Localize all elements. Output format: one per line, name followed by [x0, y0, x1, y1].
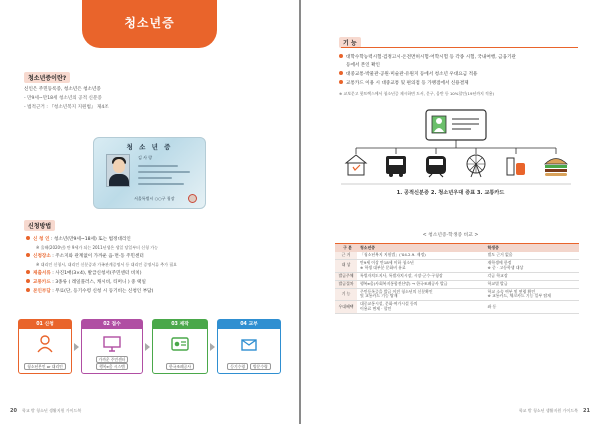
function-item: 대중교통·박물관·공원·미술관·유원지 등에서 청소년 우대요금 적용 [339, 71, 478, 79]
apply-note: ※ 올해(2020년) 만 9세가 되는 2011년생은 생일 당일부터 신청 가능 [36, 245, 158, 250]
card-issuer: 서울특별시 ○○구 청장 [134, 196, 175, 201]
function-item: 교통카드 이용 시 대중교통 및 편의점 등 가맹점에서 신용결제 [339, 80, 469, 88]
id-card-icon [170, 334, 190, 354]
arrow-icon [74, 343, 79, 351]
function-item: 대학수학능력시험·검정고시·온전면허시험·어학시험 등 각종 시험, 국내여행, 금융기관 [339, 54, 516, 62]
table-cell: 대중교통시설, 문화·여가시설 등의 이용료 면제 · 할인 [357, 301, 485, 314]
heading-rule [341, 47, 578, 48]
table-cell: 특별자치도지사, 특별자치시장, 시장·군수·구청장 [357, 272, 485, 280]
government-building-icon [346, 155, 366, 175]
arrow-icon [145, 343, 150, 351]
diagram-caption: 1. 공적신분증 2. 청소년우대 증표 3. 교통카드 [396, 190, 505, 196]
table-row [335, 252, 579, 260]
burger-icon [545, 159, 567, 177]
apply-item: 교통카드 : 3종류 ( 레일플러스, 캐시비, 티머니 ) 중 택일 [26, 279, 146, 287]
apply-item: 신청장소 : 주소지와 관계없이 가까운 읍·면·동 주민센터 [26, 253, 144, 261]
footer-text: 학교 밖 청소년 생활지원 가이드북 [518, 408, 578, 413]
page-title: 청소년증 [82, 0, 217, 48]
step-apply: 01 신청 청소년본인 or 대리인 [18, 319, 72, 374]
card-name: 김 사 랑 [138, 155, 153, 160]
table-row [335, 301, 579, 314]
function-item-cont: 등에서 본인 확인 [346, 63, 380, 68]
table-header-row [335, 244, 579, 252]
column-header: 청소년증 [357, 244, 485, 252]
step-receive: 02 접수 가까운 주민센터행복e음 시스템 [81, 319, 143, 374]
column-header: 학생증 [485, 244, 579, 252]
table-cell: 만9세 이상 만18세 이하 청소년 ※ 학생 대부분 문화비 유료 [357, 260, 485, 273]
table-caption: < 청소년증·학생증 비교 > [422, 233, 479, 238]
apply-item: 제출서류 : 사진1매(3×4), 발급신청서(주민센터 비치) [26, 270, 142, 278]
row-label: 기 능 [335, 288, 357, 301]
row-label: 우대혜택 [335, 301, 357, 314]
id-card-icon [426, 110, 486, 140]
what-line: - 만9세~만18세 청소년의 공적 신분증 [24, 96, 102, 101]
page-number: 21 [583, 408, 590, 414]
footer-text: 학교 밖 청소년 생활지원 가이드북 [22, 408, 82, 413]
table-cell: 행복e음(사회복지통합전산망) → 한국조폐공사 발급 [357, 280, 485, 288]
table-cell: 각급 학교장 [485, 272, 579, 280]
apply-item: 본인부담 : 무료(단, 등기수령 신청 시 등기비는 신청인 부담) [26, 288, 153, 296]
table-cell: 좌 동 [485, 301, 579, 314]
person-icon [35, 334, 55, 354]
table-row [335, 280, 579, 288]
function-note: ※ 교보문고 핫트랙스에서 청소년증 제시하면 도서, 문구, 음반 등 10%할인(19년까지 적용) [339, 91, 494, 96]
table-row [335, 260, 579, 273]
apply-heading: 신청방법 [24, 220, 55, 231]
left-page [0, 0, 299, 424]
table-row [335, 288, 579, 301]
what-line: 신인은 주민등록증, 청소년은 청소년증 [24, 87, 101, 92]
table-cell: 학교별 발급 [485, 280, 579, 288]
what-heading: 청소년증이란? [24, 72, 70, 83]
seal-icon [188, 194, 197, 203]
what-line: - 법적근거 : 『청소년복지 지원법』 제4조 [24, 105, 109, 110]
apply-note: ※ 대리인 신청시, 대리인 신분증과 가족관계증명서 등 대리인 증명서류 추가 필요 [36, 262, 177, 267]
row-label: 대 상 [335, 260, 357, 273]
table-row [335, 272, 579, 280]
table-cell: 학교 소속 여부 및 연령 확인 ※ 교통카드, 체크카드 기능 일부 탑재 [485, 288, 579, 301]
table-cell: 주민등록증을 발급 이전 청소년의 신분확인 및 교통카드 기능 탑재 [357, 288, 485, 301]
row-label: 발급절차 [335, 280, 357, 288]
table-cell: 별도 근거 없음 [485, 252, 579, 260]
table-cell: 「청소년복지 지원법」(’04.2.9. 제정) [357, 252, 485, 260]
apply-item: 신 청 인 : 청소년(만9세~18세) 또는 법정대리인 [26, 236, 131, 244]
right-page [301, 0, 600, 424]
table-cell: 재학생에 한정 ※ 중 · 고등학생 대상 [485, 260, 579, 273]
train-icon [426, 156, 446, 177]
ferris-wheel-icon [467, 155, 485, 177]
row-label: 발급주체 [335, 272, 357, 280]
function-heading: 기 능 [339, 37, 361, 48]
delivery-icon [239, 334, 259, 354]
column-header: 구 분 [335, 244, 357, 252]
computer-icon [102, 334, 122, 354]
comparison-table [335, 243, 579, 314]
arrow-icon [210, 343, 215, 351]
bus-icon [386, 156, 406, 177]
card-title: 청 소 년 증 [126, 143, 173, 151]
page-number: 20 [10, 408, 17, 414]
step-produce: 03 제작 한국조폐공사 [152, 319, 208, 374]
row-label: 근 거 [335, 252, 357, 260]
convenience-items-icon [507, 158, 525, 175]
youth-id-card-image [93, 137, 206, 209]
card-photo [106, 154, 130, 187]
step-issue: 04 교부 등기수령 방문수령 [217, 319, 281, 374]
